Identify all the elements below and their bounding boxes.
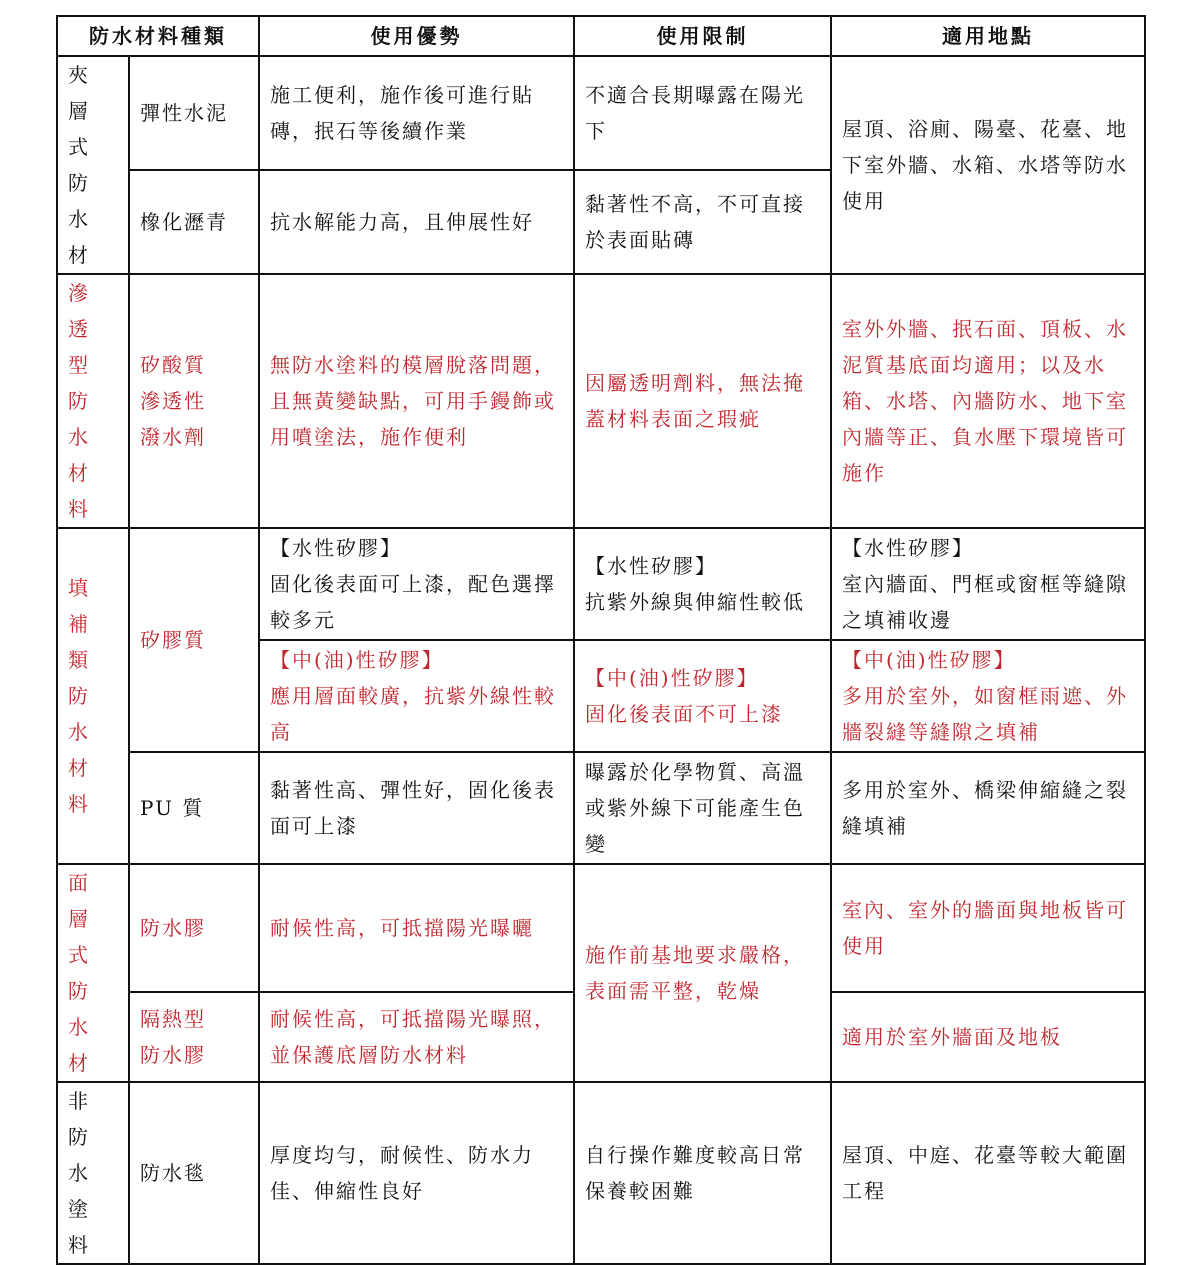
advantage-cell: 抗水解能力高，且伸展性好 — [259, 170, 574, 274]
group-filler: 填補類防水材料 — [57, 528, 129, 864]
group-penetrating: 滲透型防水材料 — [57, 274, 129, 528]
table-row — [57, 752, 1145, 864]
material-name: 隔熱型 防水膠 — [129, 992, 259, 1082]
header-row — [57, 16, 1145, 56]
group-sandwich: 夾層式防水材 — [57, 56, 129, 274]
location-cell: 適用於室外牆面及地板 — [831, 992, 1145, 1082]
material-name: 彈性水泥 — [129, 56, 259, 170]
table-row — [57, 274, 1145, 528]
table-row — [57, 864, 1145, 992]
advantage-cell: 無防水塗料的模層脫落問題，且無黃變缺點，可用手鏝飾或用噴塗法，施作便利 — [259, 274, 574, 528]
material-name: 防水毯 — [129, 1082, 259, 1264]
table-row — [57, 1082, 1145, 1264]
limitation-cell: 施作前基地要求嚴格，表面需平整，乾燥 — [574, 864, 831, 1082]
limitation-cell: 不適合長期曝露在陽光下 — [574, 56, 831, 170]
material-name: 防水膠 — [129, 864, 259, 992]
advantage-cell: 厚度均勻，耐候性、防水力佳、伸縮性良好 — [259, 1082, 574, 1264]
material-name: PU 質 — [129, 752, 259, 864]
limitation-cell: 【中(油)性矽膠】 固化後表面不可上漆 — [574, 640, 831, 752]
group-surface: 面層式防水材 — [57, 864, 129, 1082]
advantage-cell: 耐候性高，可抵擋陽光曝曬 — [259, 864, 574, 992]
limitation-cell: 因屬透明劑料，無法掩蓋材料表面之瑕疵 — [574, 274, 831, 528]
header-advantage: 使用優勢 — [259, 16, 574, 56]
location-cell: 【水性矽膠】 室內牆面、門框或窗框等縫隙之填補收邊 — [831, 528, 1145, 640]
advantage-cell: 黏著性高、彈性好，固化後表面可上漆 — [259, 752, 574, 864]
table-row — [57, 528, 1145, 640]
location-cell: 室內、室外的牆面與地板皆可使用 — [831, 864, 1145, 992]
waterproof-materials-table — [56, 15, 1146, 1265]
advantage-cell: 【水性矽膠】 固化後表面可上漆，配色選擇較多元 — [259, 528, 574, 640]
group-nonpaint: 非防水塗料 — [57, 1082, 129, 1264]
header-type: 防水材料種類 — [57, 16, 259, 56]
advantage-cell: 耐候性高，可抵擋陽光曝照，並保護底層防水材料 — [259, 992, 574, 1082]
advantage-cell: 【中(油)性矽膠】 應用層面較廣，抗紫外線性較高 — [259, 640, 574, 752]
table-row — [57, 56, 1145, 170]
material-name: 橡化瀝青 — [129, 170, 259, 274]
material-name: 矽酸質 滲透性 潑水劑 — [129, 274, 259, 528]
location-cell: 屋頂、中庭、花臺等較大範圍工程 — [831, 1082, 1145, 1264]
location-cell: 屋頂、浴廁、陽臺、花臺、地下室外牆、水箱、水塔等防水使用 — [831, 56, 1145, 274]
limitation-cell: 自行操作難度較高日常保養較困難 — [574, 1082, 831, 1264]
location-cell: 多用於室外、橋梁伸縮縫之裂縫填補 — [831, 752, 1145, 864]
limitation-cell: 黏著性不高，不可直接於表面貼磚 — [574, 170, 831, 274]
limitation-cell: 【水性矽膠】 抗紫外線與伸縮性較低 — [574, 528, 831, 640]
location-cell: 室外外牆、抿石面、頂板、水泥質基底面均適用；以及水箱、水塔、內牆防水、地下室內牆等正、負水壓下環境皆可施作 — [831, 274, 1145, 528]
material-name: 矽膠質 — [129, 528, 259, 752]
limitation-cell: 曝露於化學物質、高溫或紫外線下可能產生色變 — [574, 752, 831, 864]
header-limitation: 使用限制 — [574, 16, 831, 56]
advantage-cell: 施工便利，施作後可進行貼磚，抿石等後續作業 — [259, 56, 574, 170]
location-cell: 【中(油)性矽膠】 多用於室外，如窗框雨遮、外牆裂縫等縫隙之填補 — [831, 640, 1145, 752]
header-location: 適用地點 — [831, 16, 1145, 56]
